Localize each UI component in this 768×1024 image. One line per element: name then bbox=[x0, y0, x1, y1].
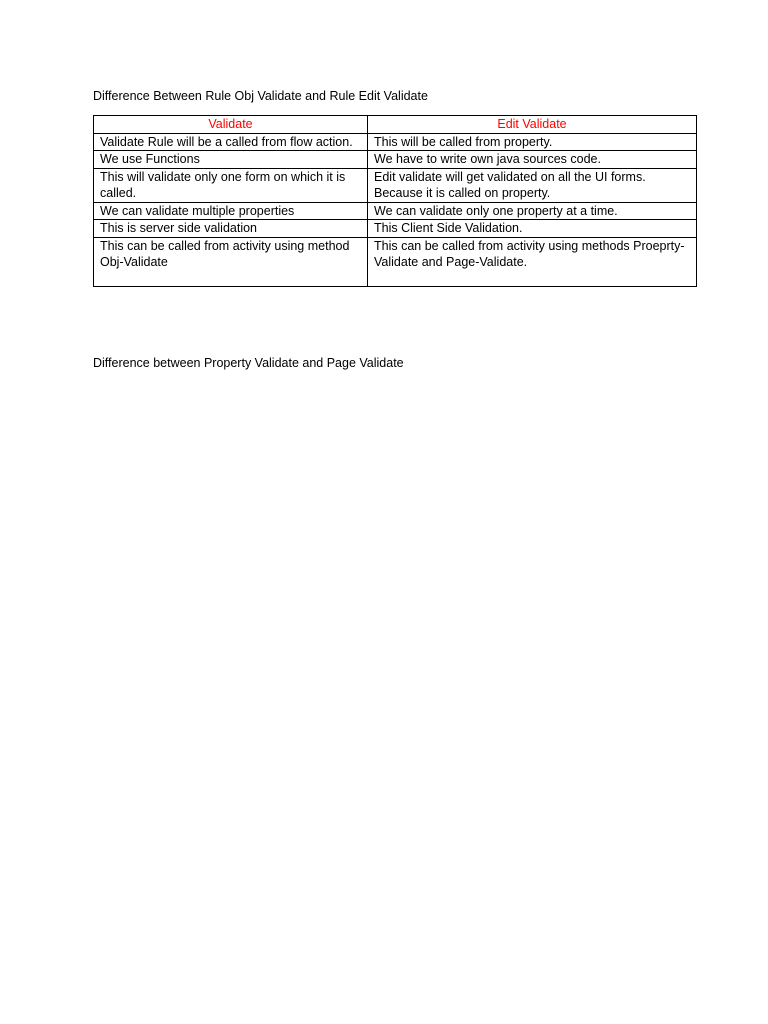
table-cell: This will validate only one form on which it is called. bbox=[94, 168, 368, 202]
table-cell: This Client Side Validation. bbox=[368, 220, 697, 238]
table-cell: We use Functions bbox=[94, 151, 368, 169]
table-row bbox=[94, 133, 697, 151]
table-row bbox=[94, 151, 697, 169]
table-row bbox=[94, 202, 697, 220]
table-row bbox=[94, 237, 697, 286]
table-header-row bbox=[94, 116, 697, 134]
table-cell: Validate Rule will be a called from flow action. bbox=[94, 133, 368, 151]
document-heading-property-validate: Difference between Property Validate and Page Validate bbox=[93, 356, 404, 370]
table-cell: We can validate only one property at a time. bbox=[368, 202, 697, 220]
column-header-validate: Validate bbox=[94, 116, 368, 134]
table-cell: This can be called from activity using method Obj-Validate bbox=[94, 237, 368, 286]
comparison-table bbox=[93, 115, 697, 287]
table-row bbox=[94, 168, 697, 202]
table-cell: This will be called from property. bbox=[368, 133, 697, 151]
column-header-edit-validate: Edit Validate bbox=[368, 116, 697, 134]
table-cell: We can validate multiple properties bbox=[94, 202, 368, 220]
table-cell: This is server side validation bbox=[94, 220, 368, 238]
table-cell: This can be called from activity using methods Proeprty-Validate and Page-Validate. bbox=[368, 237, 697, 286]
table-row bbox=[94, 220, 697, 238]
table-cell: Edit validate will get validated on all the UI forms. Because it is called on property. bbox=[368, 168, 697, 202]
table-cell: We have to write own java sources code. bbox=[368, 151, 697, 169]
document-heading-rule-validate: Difference Between Rule Obj Validate and Rule Edit Validate bbox=[93, 89, 428, 103]
